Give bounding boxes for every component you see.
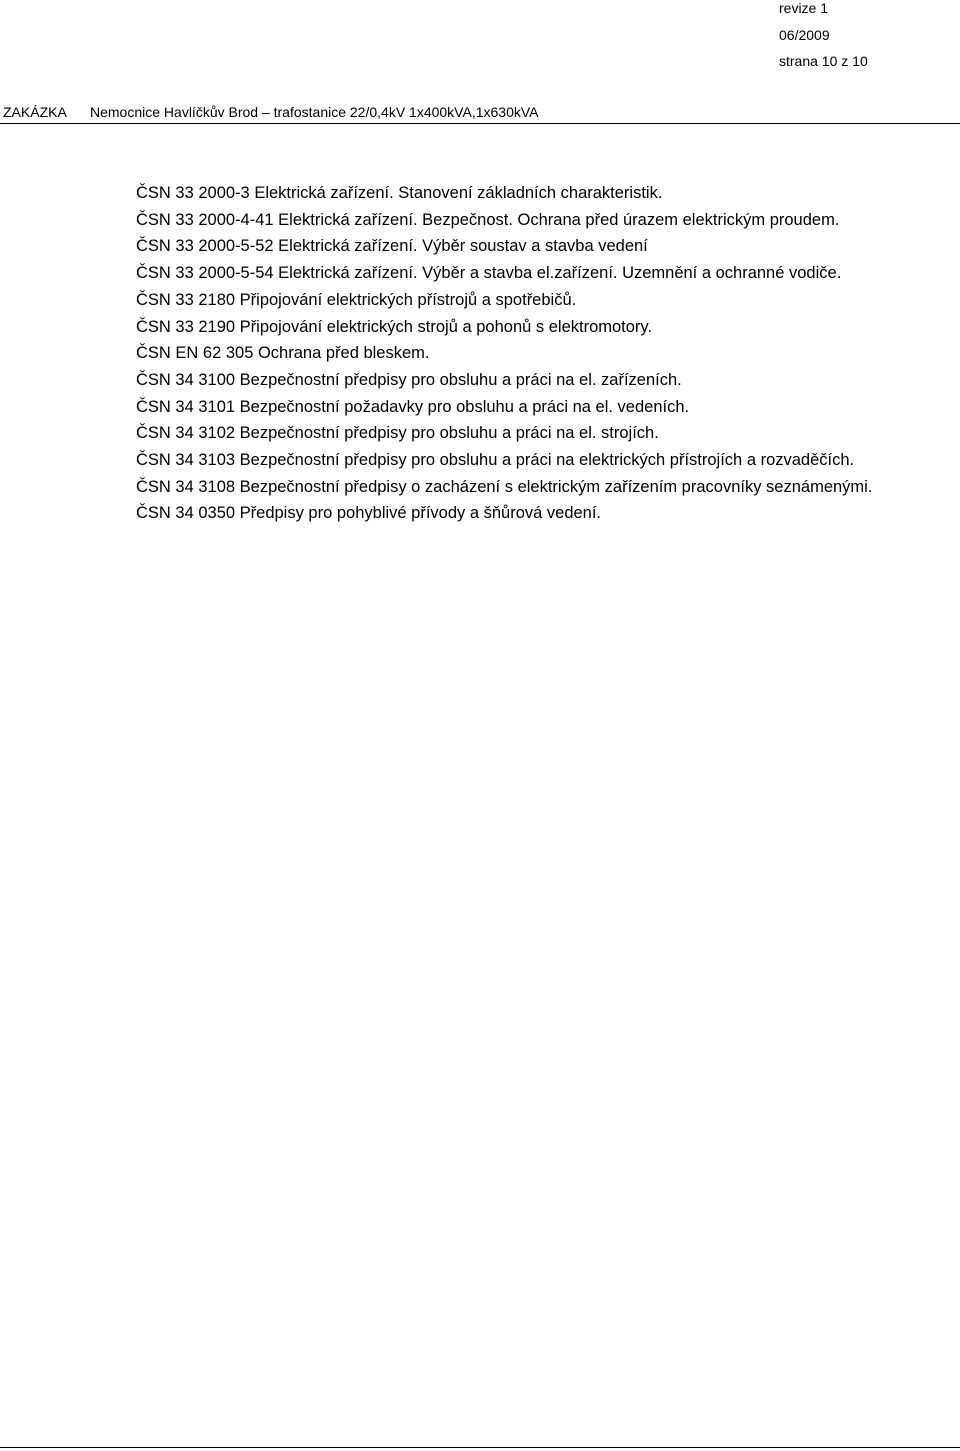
revision-label: revize 1 <box>779 0 829 16</box>
standard-item: ČSN 34 3103 Bezpečnostní předpisy pro obsluhu a práci na elektrických přístrojích a rozvaděčích. <box>136 451 855 470</box>
contract-label: ZAKÁZKA <box>3 104 67 120</box>
contract-name: Nemocnice Havlíčkův Brod – trafostanice 22/0,4kV 1x400kVA,1x630kVA <box>90 104 539 120</box>
standard-item: ČSN 33 2000-5-54 Elektrická zařízení. Výběr a stavba el.zařízení. Uzemnění a ochranné vodiče. <box>136 264 842 283</box>
header-divider <box>0 123 960 124</box>
standard-item: ČSN 33 2000-4-41 Elektrická zařízení. Bezpečnost. Ochrana před úrazem elektrickým proudem. <box>136 210 840 229</box>
document-date: 06/2009 <box>779 27 830 43</box>
standard-item: ČSN 33 2190 Připojování elektrických strojů a pohonů s elektromotory. <box>136 317 653 336</box>
contract-header <box>3 104 539 120</box>
standard-item: ČSN 33 2000-3 Elektrická zařízení. Stanovení základních charakteristik. <box>136 184 663 202</box>
standard-item: ČSN 34 0350 Předpisy pro pohyblivé přívody a šňůrová vedení. <box>136 504 602 523</box>
standard-item: ČSN 34 3100 Bezpečnostní předpisy pro obsluhu a práci na el. zařízeních. <box>136 370 682 389</box>
page-number: strana 10 z 10 <box>779 53 868 69</box>
standard-item: ČSN 34 3101 Bezpečnostní požadavky pro obsluhu a práci na el. vedeních. <box>136 397 690 416</box>
standard-item: ČSN 34 3102 Bezpečnostní předpisy pro obsluhu a práci na el. strojích. <box>136 424 659 443</box>
standards-list <box>136 180 872 527</box>
standard-item: ČSN 33 2000-5-52 Elektrická zařízení. Výběr soustav a stavba vedení <box>136 237 648 256</box>
standard-item: ČSN 33 2180 Připojování elektrických přístrojů a spotřebičů. <box>136 290 577 309</box>
standard-item: ČSN EN 62 305 Ochrana před bleskem. <box>136 344 430 363</box>
footer-divider <box>0 1447 960 1448</box>
standard-item: ČSN 34 3108 Bezpečnostní předpisy o zacházení s elektrickým zařízením pracovníky seznámenými. <box>136 477 873 496</box>
